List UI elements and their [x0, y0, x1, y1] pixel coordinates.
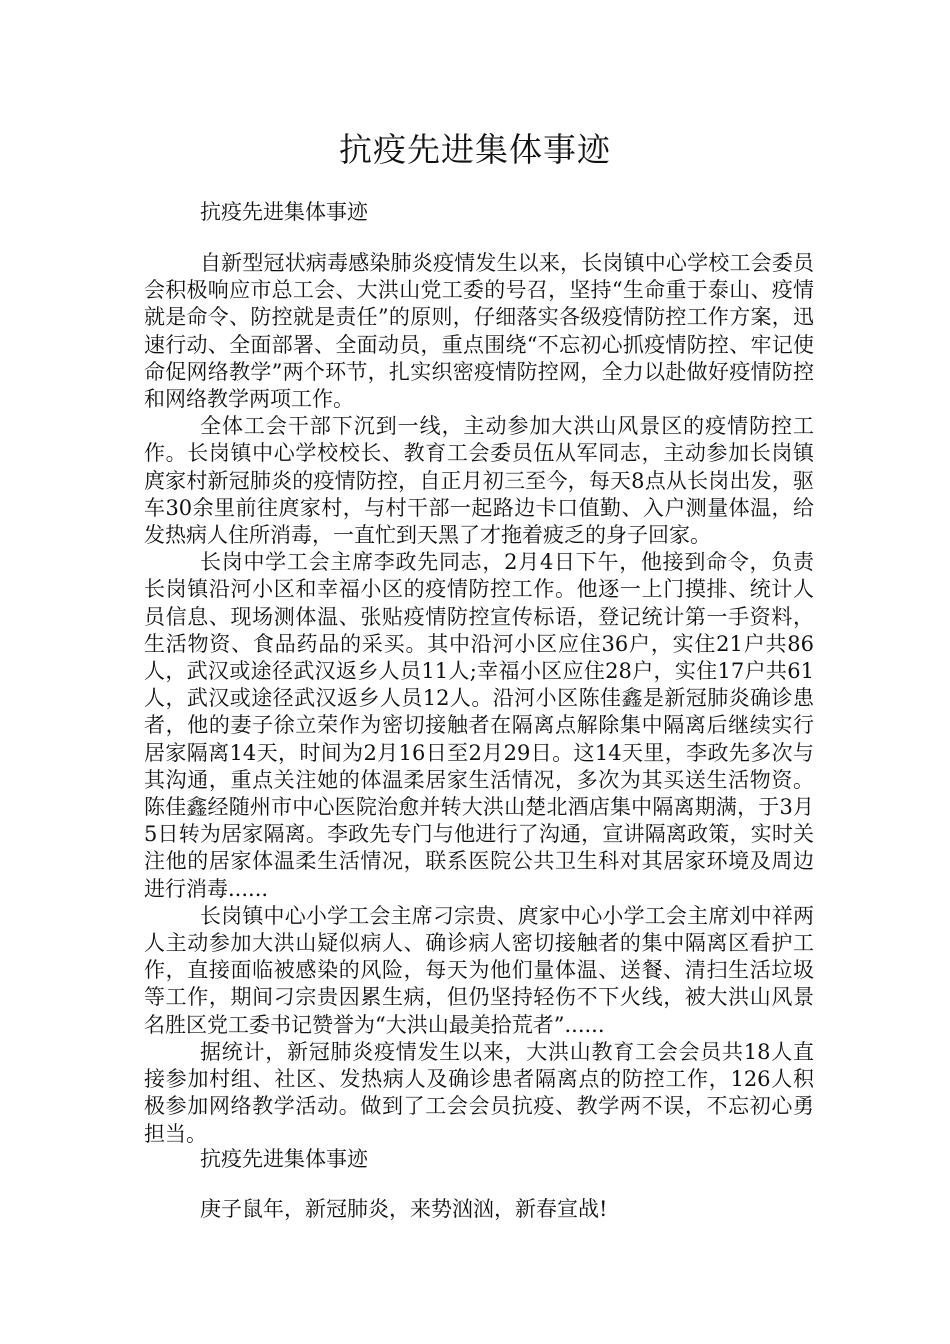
paragraph-intro: 自新型冠状病毒感染肺炎疫情发生以来，长岗镇中心学校工会委员会积极响应市总工会、大洪山党工委的号召，坚持“生命重于泰山、疫情就是命令、防控就是责任”的原则，仔细落实各级疫情防控工作方案，迅速行动、全面部署、全面动员，重点围绕“不忘初心抓疫情防控、牢记使命促网络教学”两个环节，扎实织密疫情防控网，全力以赴做好疫情防控和网络教学两项工作。	[144, 251, 814, 412]
paragraph-diao-liu: 长岗镇中心小学工会主席刁宗贵、庹家中心小学工会主席刘中祥两人主动参加大洪山疑似病人、确诊病人密切接触者的集中隔离区看护工作，直接面临被感染的风险，每天为他们量体温、送餐、清扫生活垃圾等工作，期间刁宗贵因累生病，但仍坚持轻伤不下火线，被大洪山风景名胜区党工委书记赞誉为“大洪山最美拾荒者”......	[144, 903, 814, 1037]
paragraph-li-zhengxian: 长岗中学工会主席李政先同志，2月4日下午，他接到命令，负责长岗镇沿河小区和幸福小区的疫情防控工作。他逐一上门摸排、统计人员信息、现场测体温、张贴疫情防控宣传标语，登记统计第一手资料，生活物资、食品药品的采买。其中沿河小区应住36户，实住21户共86人，武汉或途径武汉返乡人员11人;幸福小区应住28户，实住17户共61人，武汉或途径武汉返乡人员12人。沿河小区陈佳鑫是新冠肺炎确诊患者，他的妻子徐立荣作为密切接触者在隔离点解除集中隔离后继续实行居家隔离14天，时间为2月16日至2月29日。这14天里，李政先多次与其沟通，重点关注她的体温柔居家生活情况，多次为其买送生活物资。陈佳鑫经随州市中心医院治愈并转大洪山楚北酒店集中隔离期满，于3月5日转为居家隔离。李政先专门与他进行了沟通，宣讲隔离政策，实时关注他的居家体温柔生活情况，联系医院公共卫生科对其居家环境及周边进行消毒......	[144, 550, 814, 901]
body-text	[144, 250, 814, 1148]
page-title: 抗疫先进集体事迹	[339, 130, 611, 169]
closing-line: 庚子鼠年，新冠肺炎，来势汹汹，新春宣战!	[200, 1197, 608, 1221]
section-subheading-2: 抗疫先进集体事迹	[200, 1147, 368, 1171]
paragraph-statistics: 据统计，新冠肺炎疫情发生以来，大洪山教育工会会员共18人直接参加村组、社区、发热病人及确诊患者隔离点的防控工作，126人积极参加网络教学活动。做到了工会会员抗疫、教学两不误，不忘初心勇担当。	[144, 1039, 814, 1146]
section-subheading: 抗疫先进集体事迹	[200, 200, 368, 224]
paragraph-wu-congjun: 全体工会干部下沉到一线，主动参加大洪山风景区的疫情防控工作。长岗镇中心学校校长、教育工会委员伍从军同志，主动参加长岗镇庹家村新冠肺炎的疫情防控，自正月初三至今，每天8点从长岗出发，驱车30余里前往庹家村，与村干部一起路边卡口值勤、入户测量体温，给发热病人住所消毒，一直忙到天黑了才拖着疲乏的身子回家。	[144, 414, 814, 548]
